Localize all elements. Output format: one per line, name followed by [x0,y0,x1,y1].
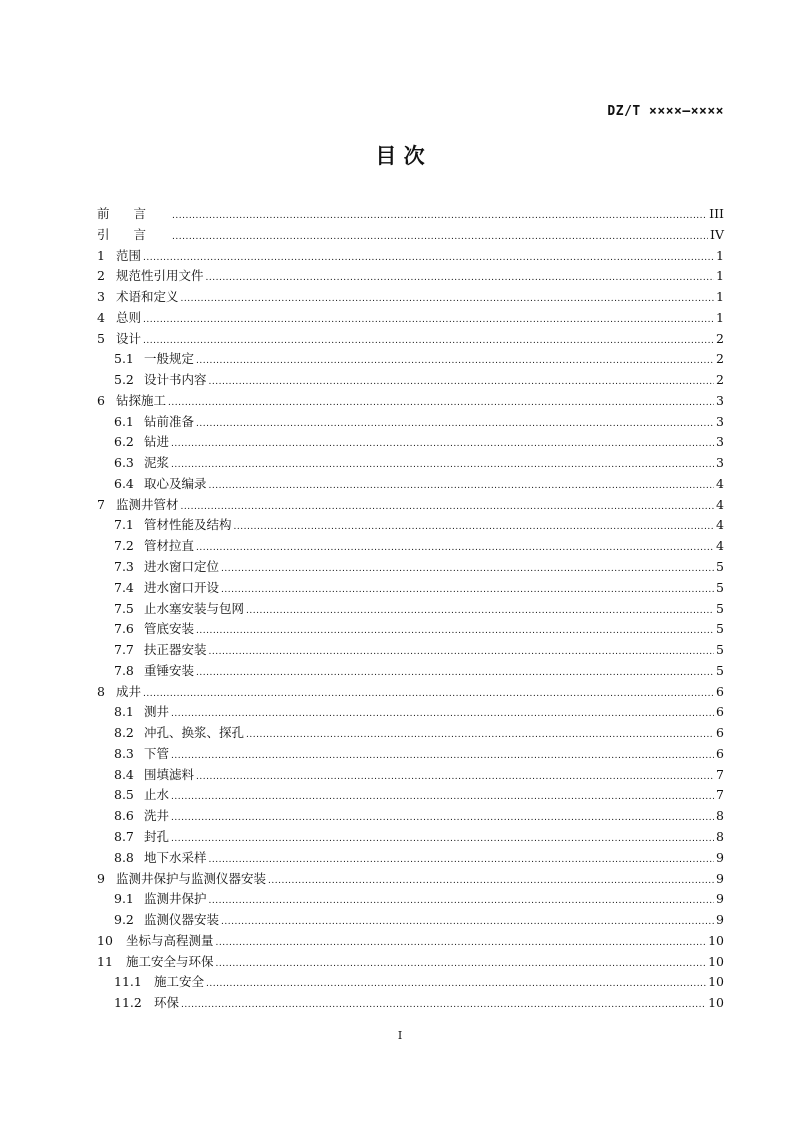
toc-entry-label: 冲孔、换浆、探孔 [144,725,245,741]
toc-entry[interactable] [97,931,724,952]
toc-entry-label: 监测井管材 [116,496,179,512]
toc-entry-number: 11.1 [114,974,142,990]
toc-dot-leader [196,765,714,788]
toc-entry-label: 重锤安装 [144,662,195,678]
toc-entry[interactable] [97,204,724,225]
toc-entry-label: 下管 [144,745,170,761]
toc-entry-page: 7 [716,787,724,803]
toc-entry-label: 取心及编录 [144,475,207,491]
toc-entry-label: 扶正器安装 [144,642,207,658]
toc-entry-number: 7.7 [114,642,134,658]
toc-entry[interactable] [97,827,724,848]
toc-dot-leader [221,578,714,601]
toc-entry[interactable] [97,765,724,786]
toc-dot-leader [209,474,715,497]
toc-entry-label: 范围 [116,247,142,263]
toc-entry-number: 8.7 [114,828,134,844]
toc-entry-number: 5.2 [114,372,134,388]
toc-entry-page: 2 [716,351,724,367]
toc-entry-page: 4 [716,517,724,533]
toc-entry-number: 6.4 [114,475,134,491]
toc-dot-leader [196,536,714,559]
toc-entry-page: 4 [716,538,724,554]
toc-entry-label: 封孔 [144,828,170,844]
page-title: 目 次 [375,144,425,168]
toc-entry-page: 10 [708,974,724,990]
toc-entry-label: 钻进 [144,434,170,450]
toc-entry-number: 7.5 [114,600,134,616]
toc-entry-page: 1 [716,289,724,305]
toc-entry-number: 7.1 [114,517,134,533]
toc-entry-number: 8.5 [114,787,134,803]
toc-entry[interactable] [97,329,724,350]
toc-dot-leader [171,806,714,829]
toc-dot-leader [143,308,714,331]
toc-entry[interactable] [97,910,724,931]
toc-entry-page: 5 [716,579,724,595]
toc-entry-number: 4 [97,309,105,325]
toc-entry[interactable] [97,266,724,287]
toc-entry-page: 6 [716,745,724,761]
toc-entry-number: 8.8 [114,849,134,865]
toc-entry-label: 设计书内容 [144,372,207,388]
toc-entry-page: 8 [716,828,724,844]
toc-entry-page: 3 [716,455,724,471]
toc-dot-leader [216,952,707,975]
toc-entry-number: 5.1 [114,351,134,367]
toc-entry-label: 环保 [154,995,180,1011]
toc-entry-label: 总则 [116,309,142,325]
toc-entry-page: 7 [716,766,724,782]
toc-dot-leader [196,412,714,435]
document-code-header: DZ/T ××××—×××× [607,104,724,119]
toc-dot-leader [171,453,714,476]
toc-entry-label: 进水窗口开设 [144,579,220,595]
toc-entry-number: 2 [97,268,105,284]
toc-entry-label: 洗井 [144,808,170,824]
toc-entry-page: 10 [708,953,724,969]
toc-dot-leader [171,827,714,850]
toc-entry-label: 施工安全 [154,974,205,990]
toc-dot-leader [143,329,714,352]
toc-entry-number: 7.8 [114,662,134,678]
toc-entry[interactable] [97,952,724,973]
toc-entry-number: 8.6 [114,808,134,824]
toc-entry-number: 7.4 [114,579,134,595]
toc-entry-label: 管材性能及结构 [144,517,232,533]
toc-dot-leader [216,931,707,954]
toc-entry[interactable] [97,806,724,827]
toc-entry-number: 8 [97,683,105,699]
toc-dot-leader [171,744,714,767]
toc-dot-leader [171,785,714,808]
toc-entry-page: 9 [716,849,724,865]
toc-dot-leader [168,391,714,414]
toc-entry[interactable] [97,536,724,557]
toc-entry[interactable] [97,869,724,890]
toc-dot-leader [209,889,715,912]
table-of-contents [97,204,724,1014]
toc-entry-page: 5 [716,642,724,658]
toc-entry[interactable] [97,349,724,370]
toc-dot-leader [196,661,714,684]
toc-entry-label: 止水塞安装与包网 [144,600,245,616]
toc-entry-page: 6 [716,704,724,720]
toc-entry-number: 8.4 [114,766,134,782]
toc-entry-number: 9.2 [114,912,134,928]
toc-entry-page: 6 [716,725,724,741]
toc-entry-label: 术语和定义 [116,289,179,305]
toc-entry[interactable] [97,515,724,536]
toc-entry-label: 进水窗口定位 [144,559,220,575]
toc-entry-label: 引言 [97,226,171,242]
toc-dot-leader [181,495,715,518]
toc-entry[interactable] [97,661,724,682]
toc-entry[interactable] [97,599,724,620]
toc-entry-label: 监测井保护与监测仪器安装 [116,870,267,886]
toc-entry-label: 管材拉直 [144,538,195,554]
toc-entry[interactable] [97,495,724,516]
toc-entry[interactable] [97,557,724,578]
toc-entry-number: 7.3 [114,559,134,575]
toc-entry-page: 3 [716,434,724,450]
toc-entry-number: 7.2 [114,538,134,554]
toc-dot-leader [181,993,706,1016]
toc-entry-page: 8 [716,808,724,824]
toc-entry-number: 7.6 [114,621,134,637]
toc-entry-number: 8.2 [114,725,134,741]
toc-entry[interactable] [97,391,724,412]
toc-entry-label: 成井 [116,683,142,699]
toc-entry-number: 7 [97,496,105,512]
toc-dot-leader [209,370,715,393]
toc-entry-label: 监测仪器安装 [144,912,220,928]
toc-entry-label: 坐标与高程测量 [126,932,214,948]
toc-entry-number: 5 [97,330,105,346]
toc-entry-number: 9.1 [114,891,134,907]
toc-dot-leader [221,910,714,933]
toc-entry-page: 10 [708,932,724,948]
toc-dot-leader [206,266,715,289]
toc-entry[interactable] [97,723,724,744]
toc-entry[interactable] [97,370,724,391]
toc-entry-label: 地下水采样 [144,849,207,865]
toc-dot-leader [171,702,714,725]
toc-dot-leader [268,869,714,892]
toc-dot-leader [209,640,715,663]
toc-entry-label: 泥浆 [144,455,170,471]
toc-entry-page: 1 [716,268,724,284]
toc-entry-number: 8.3 [114,745,134,761]
toc-entry[interactable] [97,640,724,661]
page-number: I [397,1029,403,1042]
toc-entry[interactable] [97,578,724,599]
toc-entry-label: 止水 [144,787,170,803]
toc-entry-number: 6.1 [114,413,134,429]
toc-entry-page: 9 [716,912,724,928]
toc-entry-page: 3 [716,413,724,429]
toc-dot-leader [234,515,715,538]
toc-entry[interactable] [97,474,724,495]
toc-entry-page: 1 [716,247,724,263]
toc-dot-leader [209,848,715,871]
toc-entry-label: 监测井保护 [144,891,207,907]
toc-entry[interactable] [97,308,724,329]
toc-dot-leader [181,287,715,310]
toc-entry[interactable] [97,225,724,246]
toc-dot-leader [196,349,714,372]
toc-entry[interactable] [97,702,724,723]
toc-entry[interactable] [97,246,724,267]
toc-entry-label: 围填滤料 [144,766,195,782]
toc-dot-leader [221,557,714,580]
toc-dot-leader [246,599,714,622]
toc-dot-leader [143,682,714,705]
toc-entry-page: 10 [708,995,724,1011]
toc-entry-page: 4 [716,475,724,491]
toc-entry[interactable] [97,682,724,703]
toc-entry[interactable] [97,287,724,308]
toc-entry[interactable] [97,993,724,1014]
toc-entry-label: 测井 [144,704,170,720]
toc-entry-number: 6.2 [114,434,134,450]
toc-entry-label: 设计 [116,330,142,346]
toc-entry-label: 管底安装 [144,621,195,637]
toc-entry-number: 9 [97,870,105,886]
toc-entry-number: 1 [97,247,105,263]
toc-entry[interactable] [97,785,724,806]
toc-entry-page: III [709,206,724,221]
toc-entry-label: 前言 [97,206,171,221]
toc-dot-leader [206,972,706,995]
toc-dot-leader [171,432,714,455]
toc-dot-leader [143,246,714,269]
toc-entry-number: 11.2 [114,995,142,1011]
toc-entry[interactable] [97,889,724,910]
toc-entry[interactable] [97,453,724,474]
toc-entry-number: 6 [97,392,105,408]
toc-entry-label: 施工安全与环保 [126,953,214,969]
toc-entry-page: 2 [716,330,724,346]
toc-entry-page: 4 [716,496,724,512]
toc-entry-page: 6 [716,683,724,699]
toc-entry-number: 3 [97,289,105,305]
toc-entry-page: 9 [716,870,724,886]
toc-entry-page: 5 [716,559,724,575]
toc-entry-number: 6.3 [114,455,134,471]
toc-entry-page: 3 [716,392,724,408]
toc-entry-page: 5 [716,662,724,678]
toc-entry-page: 1 [716,309,724,325]
toc-entry-page: 5 [716,621,724,637]
toc-entry-label: 钻探施工 [116,392,167,408]
toc-entry-number: 8.1 [114,704,134,720]
toc-entry-page: IV [710,226,724,242]
toc-dot-leader [172,225,708,248]
toc-entry-label: 规范性引用文件 [116,268,204,284]
toc-dot-leader [172,204,707,227]
toc-entry-number: 11 [97,953,113,969]
toc-entry[interactable] [97,744,724,765]
toc-entry-label: 钻前准备 [144,413,195,429]
toc-dot-leader [196,619,714,642]
toc-entry-page: 9 [716,891,724,907]
toc-entry[interactable] [97,619,724,640]
toc-entry-page: 2 [716,372,724,388]
toc-dot-leader [246,723,714,746]
toc-entry[interactable] [97,972,724,993]
toc-entry-page: 5 [716,600,724,616]
toc-entry[interactable] [97,412,724,433]
toc-entry[interactable] [97,848,724,869]
toc-entry[interactable] [97,432,724,453]
toc-entry-number: 10 [97,932,113,948]
toc-entry-label: 一般规定 [144,351,195,367]
